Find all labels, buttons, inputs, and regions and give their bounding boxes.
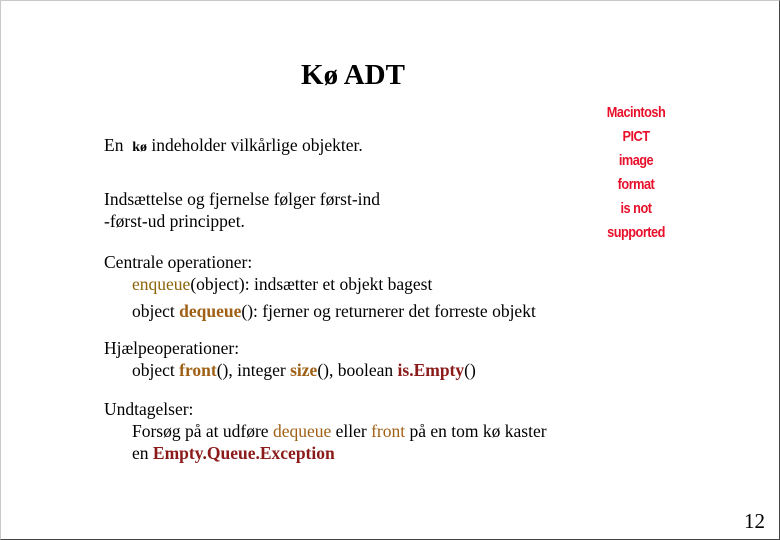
insertion-paragraph <box>104 188 380 232</box>
helpers-line <box>104 359 476 381</box>
exceptions-line-1 <box>104 420 547 442</box>
exceptions-line-2 <box>104 442 547 464</box>
helpers-mid2: (), boolean <box>317 360 398 380</box>
insertion-line-2: -først-ud princippet. <box>104 211 245 231</box>
exc-post: på en tom kø kaster <box>405 421 547 441</box>
helpers-mid1: (), integer <box>216 360 291 380</box>
exc-l2-pre: en <box>132 443 153 463</box>
insertion-line-1: Indsættelse og fjernelse følger først-ind <box>104 189 381 209</box>
dequeue-keyword: dequeue <box>179 301 242 321</box>
exc-dequeue-keyword: dequeue <box>272 421 332 441</box>
central-heading: Centrale operationer: <box>104 252 253 272</box>
intro-text: En <box>104 135 128 155</box>
enqueue-line <box>104 273 536 295</box>
pict-line-1: Macintosh PICT <box>606 104 666 145</box>
enqueue-desc: (object): indsætter et objekt bagest <box>190 274 433 294</box>
dequeue-desc: (): fjerner og returnerer det forreste objekt <box>241 301 536 321</box>
exception-name: Empty.Queue.Exception <box>152 443 335 463</box>
intro-keyword: kø <box>132 140 147 155</box>
helpers-post: () <box>464 360 476 380</box>
pict-line-3: is not supported <box>607 200 665 241</box>
page-number: 12 <box>744 509 765 533</box>
isempty-keyword: is.Empty <box>397 360 465 380</box>
exc-mid: eller <box>331 421 372 441</box>
exceptions <box>104 398 547 464</box>
dequeue-line <box>104 300 536 322</box>
front-keyword: front <box>179 360 217 380</box>
exc-pre: Forsøg på at udføre <box>132 421 273 441</box>
dequeue-pre: object <box>132 301 180 321</box>
helpers-heading: Hjælpeoperationer: <box>104 338 240 358</box>
size-keyword: size <box>290 360 318 380</box>
exc-front-keyword: front <box>371 421 406 441</box>
helper-operations <box>104 337 476 381</box>
pict-line-2: image format <box>617 152 655 193</box>
helpers-pre: object <box>132 360 180 380</box>
enqueue-keyword: enqueue <box>132 274 191 294</box>
pict-placeholder <box>599 101 672 245</box>
central-operations <box>104 251 536 322</box>
intro-text-rest: indeholder vilkårlige objekter. <box>147 135 363 155</box>
intro-paragraph <box>104 134 363 159</box>
exceptions-heading: Undtagelser: <box>104 399 194 419</box>
slide-title: Kø ADT <box>301 59 405 91</box>
